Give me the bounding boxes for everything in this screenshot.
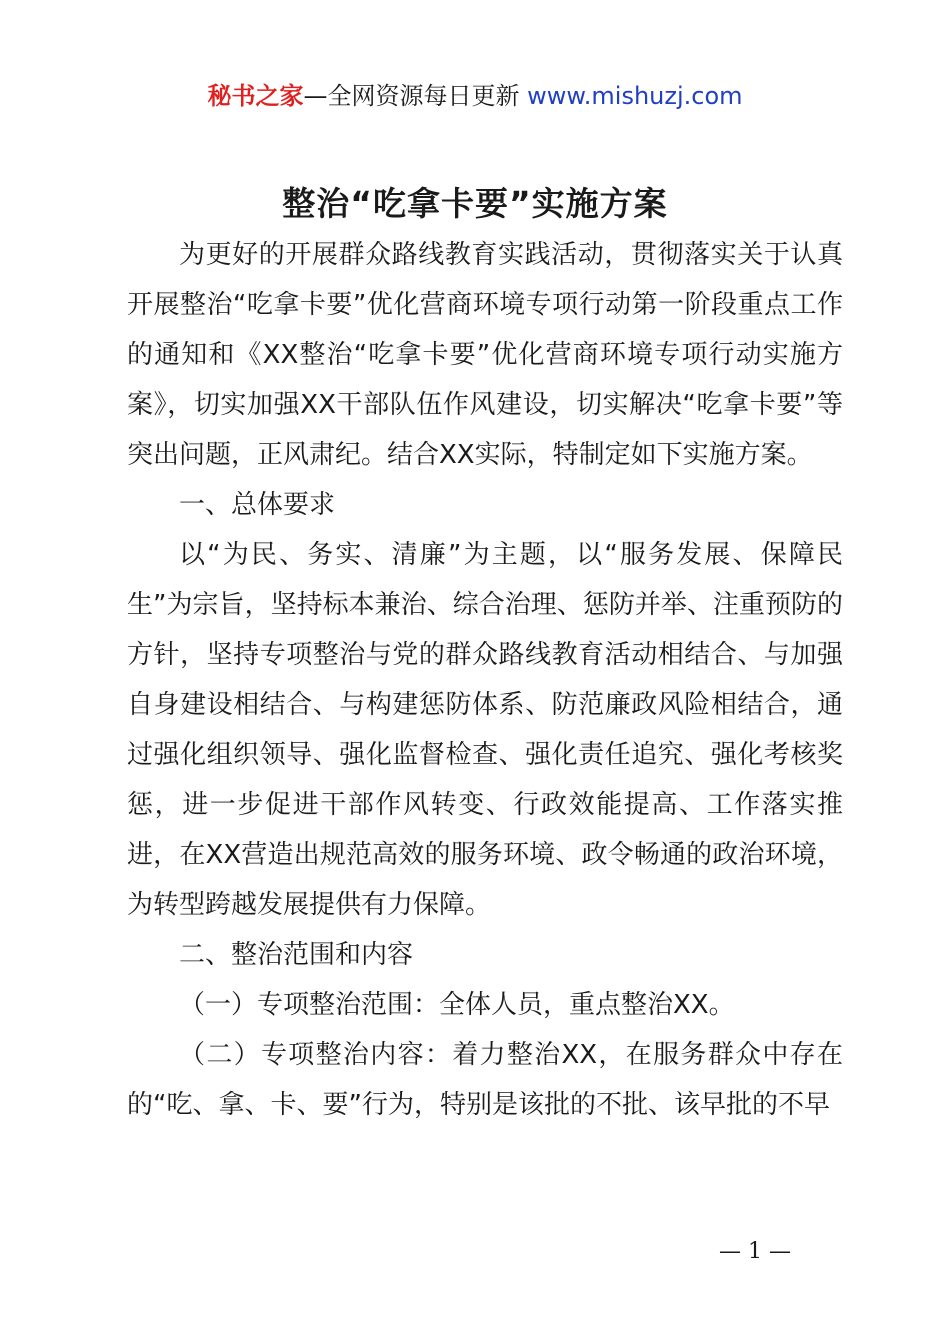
intro-paragraph: 为更好的开展群众路线教育实践活动，贯彻落实关于认真开展整治“吃拿卡要”优化营商环境专项行动第一阶段重点工作的通知和《XX整治“吃拿卡要”优化营商环境专项行动实施方案》，切实加强XX干部队伍作风建设，切实解决“吃拿卡要”等突出问题，正风肃纪。结合XX实际，特制定如下实施方案。 xyxy=(127,240,843,470)
site-url: www.mishuzj.com xyxy=(527,82,743,110)
general-requirements-paragraph: 以“为民、务实、清廉”为主题，以“服务发展、保障民生”为宗旨，坚持标本兼治、综合治理、惩防并举、注重预防的方针，坚持专项整治与党的群众路线教育活动相结合、与加强自身建设相结合、与构建惩防体系、防范廉政风险相结合，通过强化组织领导、强化监督检查、强化责任追究、强化考核奖惩，进一步促进干部作风转变、行政效能提高、工作落实推进，在XX营造出规范高效的服务环境、政令畅通的政治环境，为转型跨越发展提供有力保障。 xyxy=(127,540,843,920)
site-banner xyxy=(0,78,950,114)
document-title: 整治“吃拿卡要”实施方案 xyxy=(282,184,668,223)
page-number: — 1 — xyxy=(719,1239,791,1264)
section-heading-scope: 二、整治范围和内容 xyxy=(179,940,414,970)
site-tagline: —全网资源每日更新 xyxy=(303,82,528,110)
document-body xyxy=(127,230,843,1130)
site-brand: 秘书之家 xyxy=(207,82,304,110)
scope-item-two: （二）专项整治内容：着力整治XX，在服务群众中存在的“吃、拿、卡、要”行为，特别是该批的不批、该早批的不早 xyxy=(127,1040,843,1120)
scope-item-one: （一）专项整治范围：全体人员，重点整治XX。 xyxy=(179,990,735,1020)
section-heading-general: 一、总体要求 xyxy=(179,490,336,520)
